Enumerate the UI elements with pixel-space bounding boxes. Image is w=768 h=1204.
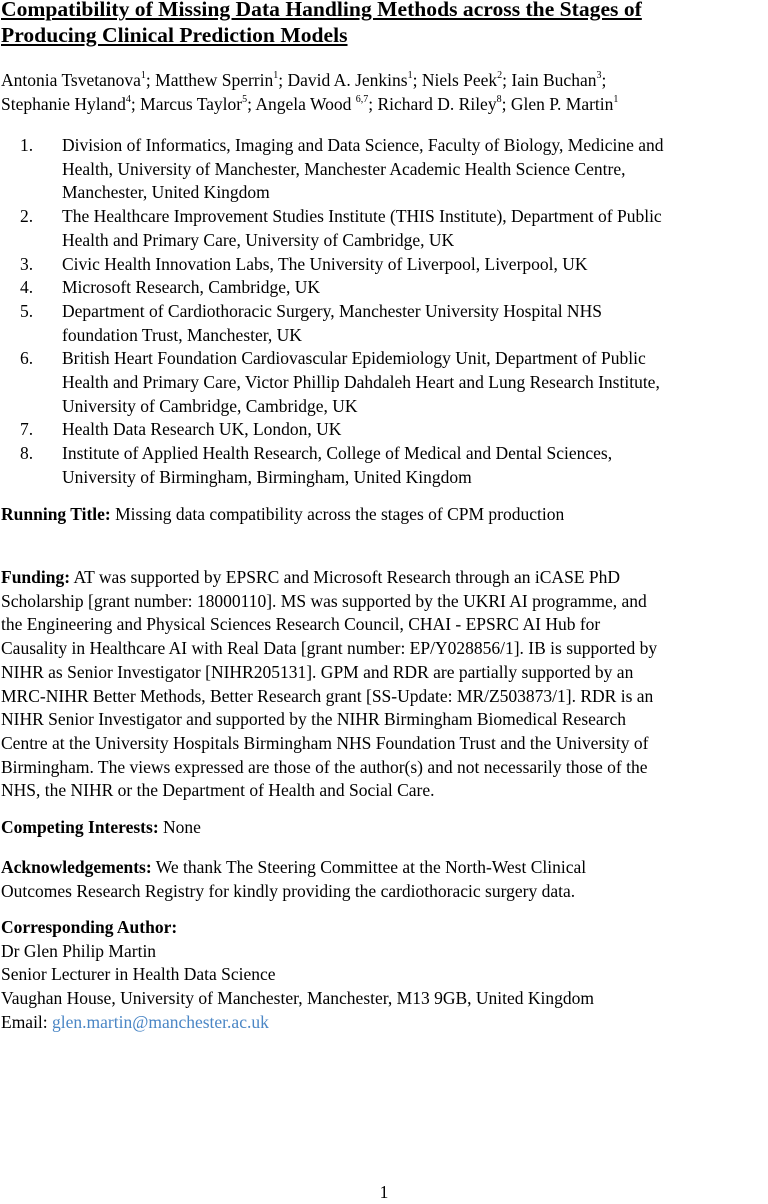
affiliation-text: Civic Health Innovation Labs, The University of Liverpool, Liverpool, UK	[62, 253, 588, 274]
funding-text: MRC-NIHR Better Methods, Better Research grant [SS-Update: MR/Z503873/1]. RDR is an	[1, 685, 654, 706]
author-affiliation-sup: 1	[273, 70, 279, 82]
affiliation-item	[0, 300, 768, 347]
author-separator: ;	[278, 70, 288, 90]
affiliation-number: 8.	[20, 443, 34, 464]
author-separator: ;	[412, 70, 422, 90]
affiliation-item	[0, 276, 768, 300]
corresponding-author-name: Dr Glen Philip Martin	[1, 940, 157, 961]
affiliation-item	[0, 442, 768, 489]
affiliation-text: Manchester, United Kingdom	[62, 182, 270, 203]
affiliation-text: Microsoft Research, Cambridge, UK	[62, 277, 321, 298]
funding-text: NIHR as Senior Investigator [NIHR205131]. GPM and RDR are partially supported by an	[1, 661, 634, 682]
affiliation-item	[0, 134, 768, 205]
author-affiliation-sup: 1	[140, 70, 146, 82]
affiliation-text: Health Data Research UK, London, UK	[62, 419, 342, 440]
author-name: Marcus Taylor	[140, 94, 243, 114]
acknowledgements-section	[1, 856, 767, 903]
affiliation-item	[0, 253, 768, 277]
affiliation-text: Department of Cardiothoracic Surgery, Manchester University Hospital NHS	[62, 300, 602, 321]
affiliation-number: 3.	[20, 253, 34, 274]
funding-text: NHS, the NIHR or the Department of Health and Social Care.	[1, 780, 435, 801]
author-affiliation-sup: 5	[242, 94, 248, 106]
funding-text: Scholarship [grant number: 18000110]. MS was supported by the UKRI AI programme, and	[1, 590, 647, 611]
author-affiliation-sup: 8	[496, 94, 502, 106]
affiliation-number: 1.	[20, 135, 34, 155]
affiliation-text: foundation Trust, Manchester, UK	[62, 324, 302, 345]
funding-text: Birmingham. The views expressed are those of the author(s) and not necessarily those of the	[1, 756, 648, 777]
author-name: Glen P. Martin	[510, 94, 614, 114]
author-separator: ;	[247, 94, 256, 114]
page-number: 1	[379, 1182, 389, 1202]
affiliation-text: Health, University of Manchester, Manchester Academic Health Science Centre,	[62, 158, 626, 179]
funding-text: the Engineering and Physical Sciences Research Council, CHAI - EPSRC AI Hub for	[1, 614, 601, 635]
author-affiliation-sup: 1	[613, 94, 619, 106]
author-name: David A. Jenkins	[287, 70, 408, 90]
author-name: Angela Wood	[255, 94, 356, 114]
affiliation-text: Health and Primary Care, University of Cambridge, UK	[62, 229, 455, 250]
affiliation-number: 2.	[20, 206, 34, 227]
paper-title	[1, 0, 767, 48]
author-affiliation-sup: 2	[497, 70, 503, 82]
affiliation-text: Division of Informatics, Imaging and Data Science, Faculty of Biology, Medicine and	[62, 135, 664, 155]
author-separator: ;	[145, 70, 156, 90]
funding-section	[1, 566, 767, 803]
author-name: Niels Peek	[421, 70, 498, 90]
affiliation-number: 5.	[20, 300, 34, 321]
funding-label: Funding:	[1, 567, 71, 587]
affiliation-text: Institute of Applied Health Research, College of Medical and Dental Sciences,	[62, 443, 613, 464]
author-name: Iain Buchan	[511, 70, 597, 90]
corresponding-author-address: Vaughan House, University of Manchester, Manchester, M13 9GB, United Kingdom	[1, 988, 595, 1009]
acknowledgements-text: Outcomes Research Registry for kindly providing the cardiothoracic surgery data.	[1, 880, 576, 901]
affiliation-number: 6.	[20, 348, 34, 369]
funding-text: Causality in Healthcare AI with Real Data [grant number: EP/Y028856/1]. IB is supported by	[1, 638, 658, 659]
affiliation-text: British Heart Foundation Cardiovascular Epidemiology Unit, Department of Public	[62, 348, 646, 369]
author-affiliation-sup: 1	[407, 70, 413, 82]
affiliation-text: University of Cambridge, Cambridge, UK	[62, 395, 358, 416]
funding-text: AT was supported by EPSRC and Microsoft Research through an iCASE PhD	[70, 567, 620, 587]
author-separator: ;	[501, 94, 511, 114]
author-name: Richard D. Riley	[377, 94, 497, 114]
affiliation-number: 7.	[20, 419, 34, 440]
author-name: Matthew Sperrin	[155, 70, 274, 90]
acknowledgements-label: Acknowledgements:	[1, 857, 152, 877]
corresponding-author-section	[1, 916, 767, 1035]
affiliation-item	[0, 347, 768, 418]
email-link[interactable]: glen.martin@manchester.ac.uk	[52, 1011, 269, 1032]
corresponding-author-position: Senior Lecturer in Health Data Science	[1, 964, 276, 985]
competing-interests-label: Competing Interests:	[1, 817, 159, 837]
corresponding-author-label: Corresponding Author:	[1, 917, 178, 937]
running-title-text: Missing data compatibility across the stages of CPM production	[110, 504, 565, 524]
email-label: Email:	[1, 1011, 53, 1032]
author-name: Stephanie Hyland	[1, 94, 126, 114]
competing-interests-text: None	[158, 817, 201, 837]
author-affiliation-sup: 3	[596, 70, 602, 82]
author-separator: ;	[368, 94, 378, 114]
author-line-2	[1, 92, 767, 116]
author-list	[1, 68, 767, 116]
funding-text: Centre at the University Hospitals Birmingham NHS Foundation Trust and the University of	[1, 732, 649, 753]
competing-interests-section	[1, 816, 767, 840]
affiliation-item	[0, 418, 768, 442]
author-line-1	[1, 68, 767, 92]
title-line-1: Compatibility of Missing Data Handling Methods across the Stages of	[1, 0, 642, 21]
running-title-label: Running Title:	[1, 504, 111, 524]
affiliation-list	[0, 134, 768, 490]
author-affiliation-sup: 4	[125, 94, 131, 106]
affiliation-text: The Healthcare Improvement Studies Institute (THIS Institute), Department of Public	[62, 206, 662, 227]
author-separator: ;	[502, 70, 512, 90]
affiliation-text: Health and Primary Care, Victor Phillip Dahdaleh Heart and Lung Research Institute,	[62, 372, 660, 393]
acknowledgements-text: We thank The Steering Committee at the North-West Clinical	[151, 857, 587, 877]
author-name: Antonia Tsvetanova	[1, 70, 141, 90]
affiliation-number: 4.	[20, 277, 34, 298]
author-separator: ;	[130, 94, 141, 114]
running-title-section	[1, 503, 767, 527]
title-line-2: Producing Clinical Prediction Models	[1, 23, 348, 47]
funding-text: NIHR Senior Investigator and supported by the NIHR Birmingham Biomedical Research	[1, 709, 627, 730]
author-separator: ;	[601, 70, 607, 90]
author-affiliation-sup: 6,7	[355, 94, 369, 106]
affiliation-text: University of Birmingham, Birmingham, United Kingdom	[62, 466, 472, 487]
affiliation-item	[0, 205, 768, 252]
